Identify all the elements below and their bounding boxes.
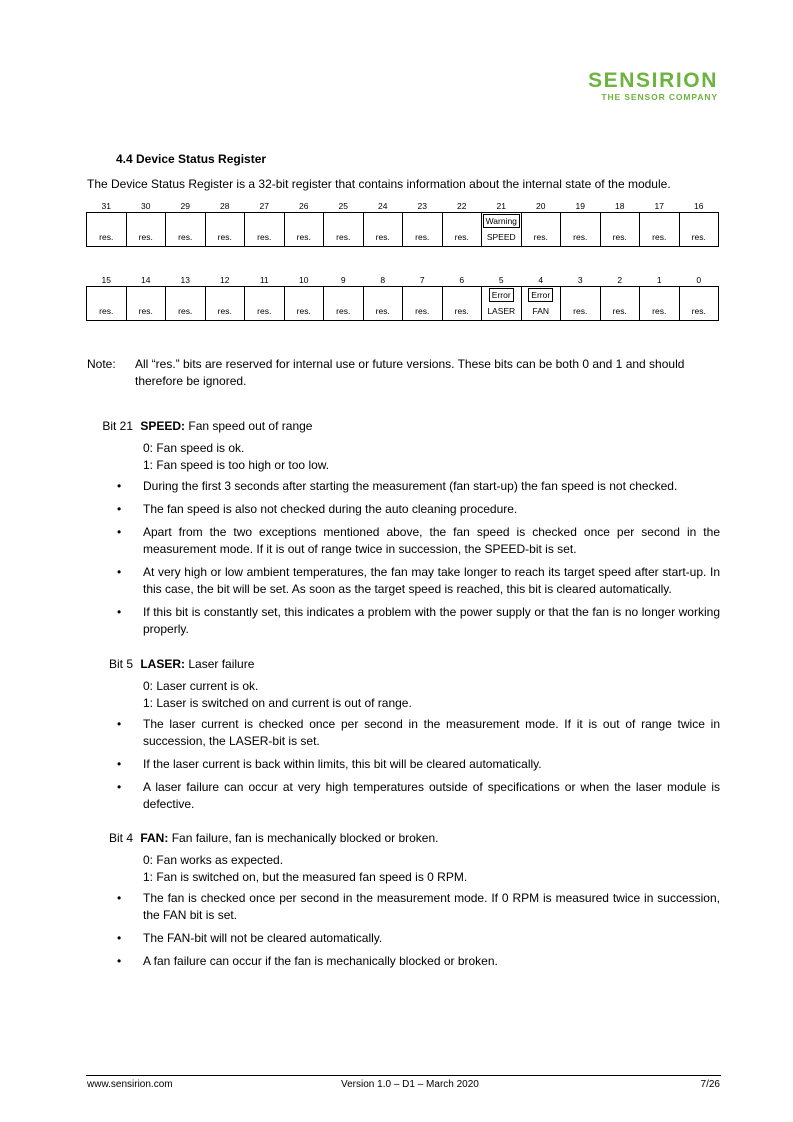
section-intro: The Device Status Register is a 32-bit register that contains information about the internal state of the module. [87,177,671,191]
bit-number: 31 [101,200,111,211]
bit-number: 2 [617,274,623,285]
bit-number: 15 [101,274,111,285]
bit-name-cell: res. [363,228,403,247]
bit-flag-cell [521,287,561,303]
bit-name-cell: res. [561,228,601,247]
bit4-header [87,830,720,847]
bit-flag-cell [205,287,245,303]
bit-number: 11 [259,274,269,285]
bit-flag-cell [442,287,482,303]
bit-name-cell: res. [442,228,482,247]
footer-website: www.sensirion.com [87,1079,173,1090]
bit-flag-cell [679,213,719,229]
bit-name-cell: res. [600,302,640,321]
bit-name-cell: res. [284,228,324,247]
bit-flag-cell [126,213,166,229]
bit21-number: Bit 21 [102,419,133,433]
bit-name-cell: res. [245,302,285,321]
bit21-option-1: 1: Fan speed is too high or too low. [143,458,330,472]
bit-name-cell: res. [205,302,245,321]
bit-name-cell: SPEED [482,228,522,247]
bullet-item: • The fan speed is also not checked during the auto cleaning procedure. [87,501,720,518]
bit-flag-cell [403,287,443,303]
bit5-bullet-list [87,716,720,813]
bullet-item: • During the first 3 seconds after starting the measurement (fan start-up) the fan speed is not checked. [87,478,720,495]
bit-number: 6 [459,274,465,285]
bit-flag-cell [600,213,640,229]
bit4-option-0: 0: Fan works as expected. [143,853,284,867]
bit-name-cell: res. [126,228,166,247]
bit-flag-cell [166,287,206,303]
bit4-bullet-list [87,890,720,970]
bit-flag-cell [482,287,522,303]
bullet-item: • The fan is checked once per second in the measurement mode. If 0 RPM is measured twice in succession, the FAN bit is set. [87,890,720,924]
bit-name-cell: res. [640,228,680,247]
bit-flag-cell [87,213,127,229]
bit-name-cell: res. [324,228,364,247]
bit-name-cell: res. [166,302,206,321]
bit-name-cell: res. [561,302,601,321]
bit-number: 3 [577,274,583,285]
bit-number: 7 [419,274,425,285]
bit4-section [87,830,720,976]
bit-name-cell: res. [87,228,127,247]
bit-number: 25 [338,200,348,211]
bit5-section [87,656,720,819]
bit5-desc: Laser failure [188,657,255,671]
register-table-high [86,199,719,247]
footer-version: Version 1.0 – D1 – March 2020 [341,1079,479,1090]
bit-number: 23 [417,200,427,211]
section-heading: 4.4 Device Status Register [116,152,267,166]
bit-number: 12 [220,274,230,285]
bit-number: 4 [538,274,544,285]
bit-flag-cell [600,287,640,303]
bit-flag-cell [561,287,601,303]
bit4-option-1: 1: Fan is switched on, but the measured fan speed is 0 RPM. [143,870,468,884]
bit-name-cell: res. [245,228,285,247]
bit-flag-cell [205,213,245,229]
bit5-option-0: 0: Laser current is ok. [143,679,259,693]
footer-page-number: 7/26 [700,1079,720,1090]
bit-flag-cell [126,287,166,303]
note-text: All “res.” bits are reserved for internal use or future versions. These bits can be both 0 and 1 and should therefore be ignored. [135,357,685,388]
bit-number: 21 [496,200,506,211]
bit-name-cell: res. [600,228,640,247]
note-label: Note: [87,357,116,371]
bit-name-cell: res. [679,302,719,321]
bit-number: 16 [694,200,704,211]
bit21-bullet-list [87,478,720,638]
bit-flag-cell [640,213,680,229]
bit-number: 30 [141,200,151,211]
bit-name-cell: res. [284,302,324,321]
bit-number: 29 [180,200,190,211]
bit-flag-cell [363,213,403,229]
bit-name-cell: res. [205,228,245,247]
bit-name-cell: res. [521,228,561,247]
bit-flag-label: Error [528,288,553,302]
bit-flag-cell [166,213,206,229]
bit-flag-cell [442,213,482,229]
bit-flag-cell [363,287,403,303]
bit21-section [87,418,720,644]
bit-number: 19 [575,200,585,211]
bit-flag-label: Warning [483,214,520,228]
bit-number: 20 [536,200,546,211]
bullet-item: • Apart from the two exceptions mentioned above, the fan speed is checked once per second in the measurement mode. If it is out of range twice in succession, the SPEED-bit is set. [87,524,720,558]
bit-flag-cell [521,213,561,229]
bit-name-cell: res. [640,302,680,321]
bit4-number: Bit 4 [108,831,133,845]
bit-number: 10 [299,274,309,285]
bit-name-cell: res. [166,228,206,247]
bit-number: 13 [180,274,190,285]
bullet-item: • If the laser current is back within limits, this bit will be cleared automatically. [87,756,720,773]
logo-wordmark: SENSIRION [588,69,718,92]
bullet-item: • The laser current is checked once per second in the measurement mode. If it is out of range twice in succession, the LASER-bit is set. [87,716,720,750]
bit-flag-row [87,213,719,229]
bit-number: 26 [299,200,309,211]
bit4-desc: Fan failure, fan is mechanically blocked or broken. [171,831,439,845]
bullet-item: • At very high or low ambient temperatures, the fan may take longer to reach its target speed after start-up. In this case, the bit will be set. As soon as the target speed is reached, this bit is cleared automatically. [87,564,720,598]
bit-flag-cell [403,213,443,229]
bit-flag-cell [324,213,364,229]
bit-name-cell: LASER [482,302,522,321]
bit-number: 8 [380,274,386,285]
bit-number: 27 [259,200,269,211]
bit-flag-row [87,287,719,303]
register-table-low [86,273,719,321]
bit-flag-cell [640,287,680,303]
bit-flag-cell [679,287,719,303]
bit-number: 18 [615,200,625,211]
bit21-header [87,418,720,435]
bit-flag-cell [561,213,601,229]
bit-flag-cell [245,287,285,303]
bullet-item: • A fan failure can occur if the fan is mechanically blocked or broken. [87,953,720,970]
bullet-item: • The FAN-bit will not be cleared automatically. [87,930,720,947]
footer-divider [86,1075,721,1076]
bit-flag-cell [324,287,364,303]
bit-number-row [87,199,719,213]
company-logo [588,70,718,103]
logo-tagline: THE SENSOR COMPANY [601,92,718,102]
bit-number-row [87,273,719,287]
reserved-bits-note [87,356,720,390]
bit21-name: SPEED: [140,419,186,433]
bit5-header [87,656,720,673]
bit-name-cell: res. [679,228,719,247]
bit-number: 22 [457,200,467,211]
bullet-item: • If this bit is constantly set, this indicates a problem with the power supply or that the fan is no longer working properly. [87,604,720,638]
bit-name-cell: res. [442,302,482,321]
bit-flag-cell [284,287,324,303]
bit-number: 0 [696,274,702,285]
bit-flag-cell [87,287,127,303]
bit-name-row [87,302,719,321]
bit5-option-1: 1: Laser is switched on and current is out of range. [143,696,412,710]
bit-number: 9 [340,274,346,285]
bit4-name: FAN: [140,831,169,845]
bit-name-cell: res. [403,302,443,321]
bit21-option-0: 0: Fan speed is ok. [143,441,245,455]
bit-flag-label: Error [489,288,514,302]
bit-name-cell: FAN [521,302,561,321]
bit-flag-cell [284,213,324,229]
bit-name-cell: res. [87,302,127,321]
bit-number: 1 [656,274,662,285]
bit-number: 28 [220,200,230,211]
bullet-item: • A laser failure can occur at very high temperatures outside of specifications or when the laser module is defective. [87,779,720,813]
bit-name-cell: res. [126,302,166,321]
bit-flag-cell [482,213,522,229]
bit-flag-cell [245,213,285,229]
bit5-name: LASER: [140,657,186,671]
bit-name-row [87,228,719,247]
bit-name-cell: res. [324,302,364,321]
bit-name-cell: res. [403,228,443,247]
bit-number: 24 [378,200,388,211]
bit-number: 14 [141,274,151,285]
bit-number: 5 [498,274,504,285]
bit21-desc: Fan speed out of range [188,419,313,433]
bit5-number: Bit 5 [108,657,133,671]
bit-name-cell: res. [363,302,403,321]
bit-number: 17 [654,200,664,211]
